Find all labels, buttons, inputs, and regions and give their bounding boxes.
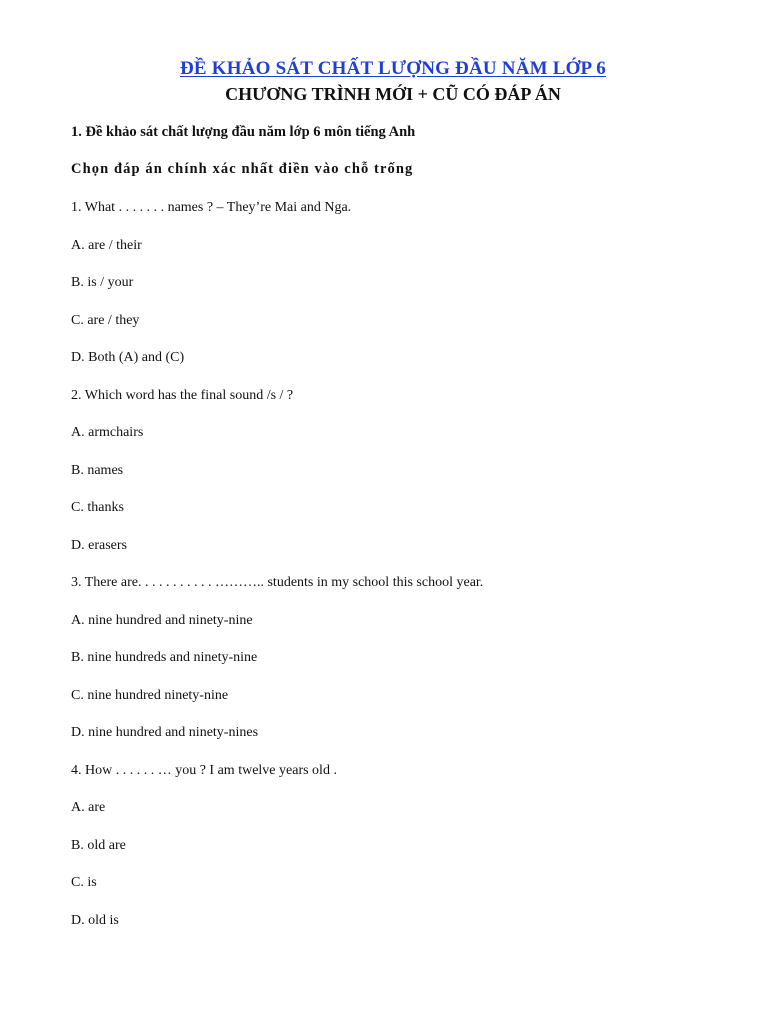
question-2-option-c: C. thanks <box>71 500 124 515</box>
question-4-option-a: A. are <box>71 800 106 815</box>
section-heading: 1. Đề khảo sát chất lượng đầu năm lớp 6 môn tiếng Anh <box>71 124 416 140</box>
document-subtitle: CHƯƠNG TRÌNH MỚI + CŨ CÓ ĐÁP ÁN <box>225 84 561 104</box>
question-1-option-b: B. is / your <box>71 275 134 290</box>
question-2-option-d: D. erasers <box>71 537 127 553</box>
question-4-text: 4. How . . . . . . … you ? I am twelve years old . <box>71 762 337 778</box>
question-1-option-a: A. are / their <box>71 237 142 253</box>
question-1-option-d: D. Both (A) and (C) <box>71 350 185 365</box>
question-2-option-b: B. names <box>71 462 124 478</box>
question-list <box>71 199 483 949</box>
question-2-text: 2. Which word has the final sound /s / ? <box>71 387 294 403</box>
question-3-option-b: B. nine hundreds and ninety-nine <box>71 650 258 665</box>
question-3-text: 3. There are. . . . . . . . . . . ……….. students in my school this school year. <box>71 575 484 590</box>
question-1-text: 1. What . . . . . . . names ? – They’re Mai and Nga. <box>71 200 352 215</box>
question-3-option-a: A. nine hundred and ninety-nine <box>71 612 253 628</box>
question-2-option-a: A. armchairs <box>71 425 144 440</box>
question-4-option-b: B. old are <box>71 837 126 853</box>
question-4-option-d: D. old is <box>71 912 119 928</box>
instruction-text: Chọn đáp án chính xác nhất điền vào chỗ trống <box>71 161 414 177</box>
question-3-option-d: D. nine hundred and ninety-nines <box>71 725 259 740</box>
question-3-option-c: C. nine hundred ninety-nine <box>71 687 229 703</box>
question-1-option-c: C. are / they <box>71 312 140 328</box>
document-title: ĐỀ KHẢO SÁT CHẤT LƯỢNG ĐẦU NĂM LỚP 6 <box>180 58 606 79</box>
question-4-option-c: C. is <box>71 875 97 890</box>
